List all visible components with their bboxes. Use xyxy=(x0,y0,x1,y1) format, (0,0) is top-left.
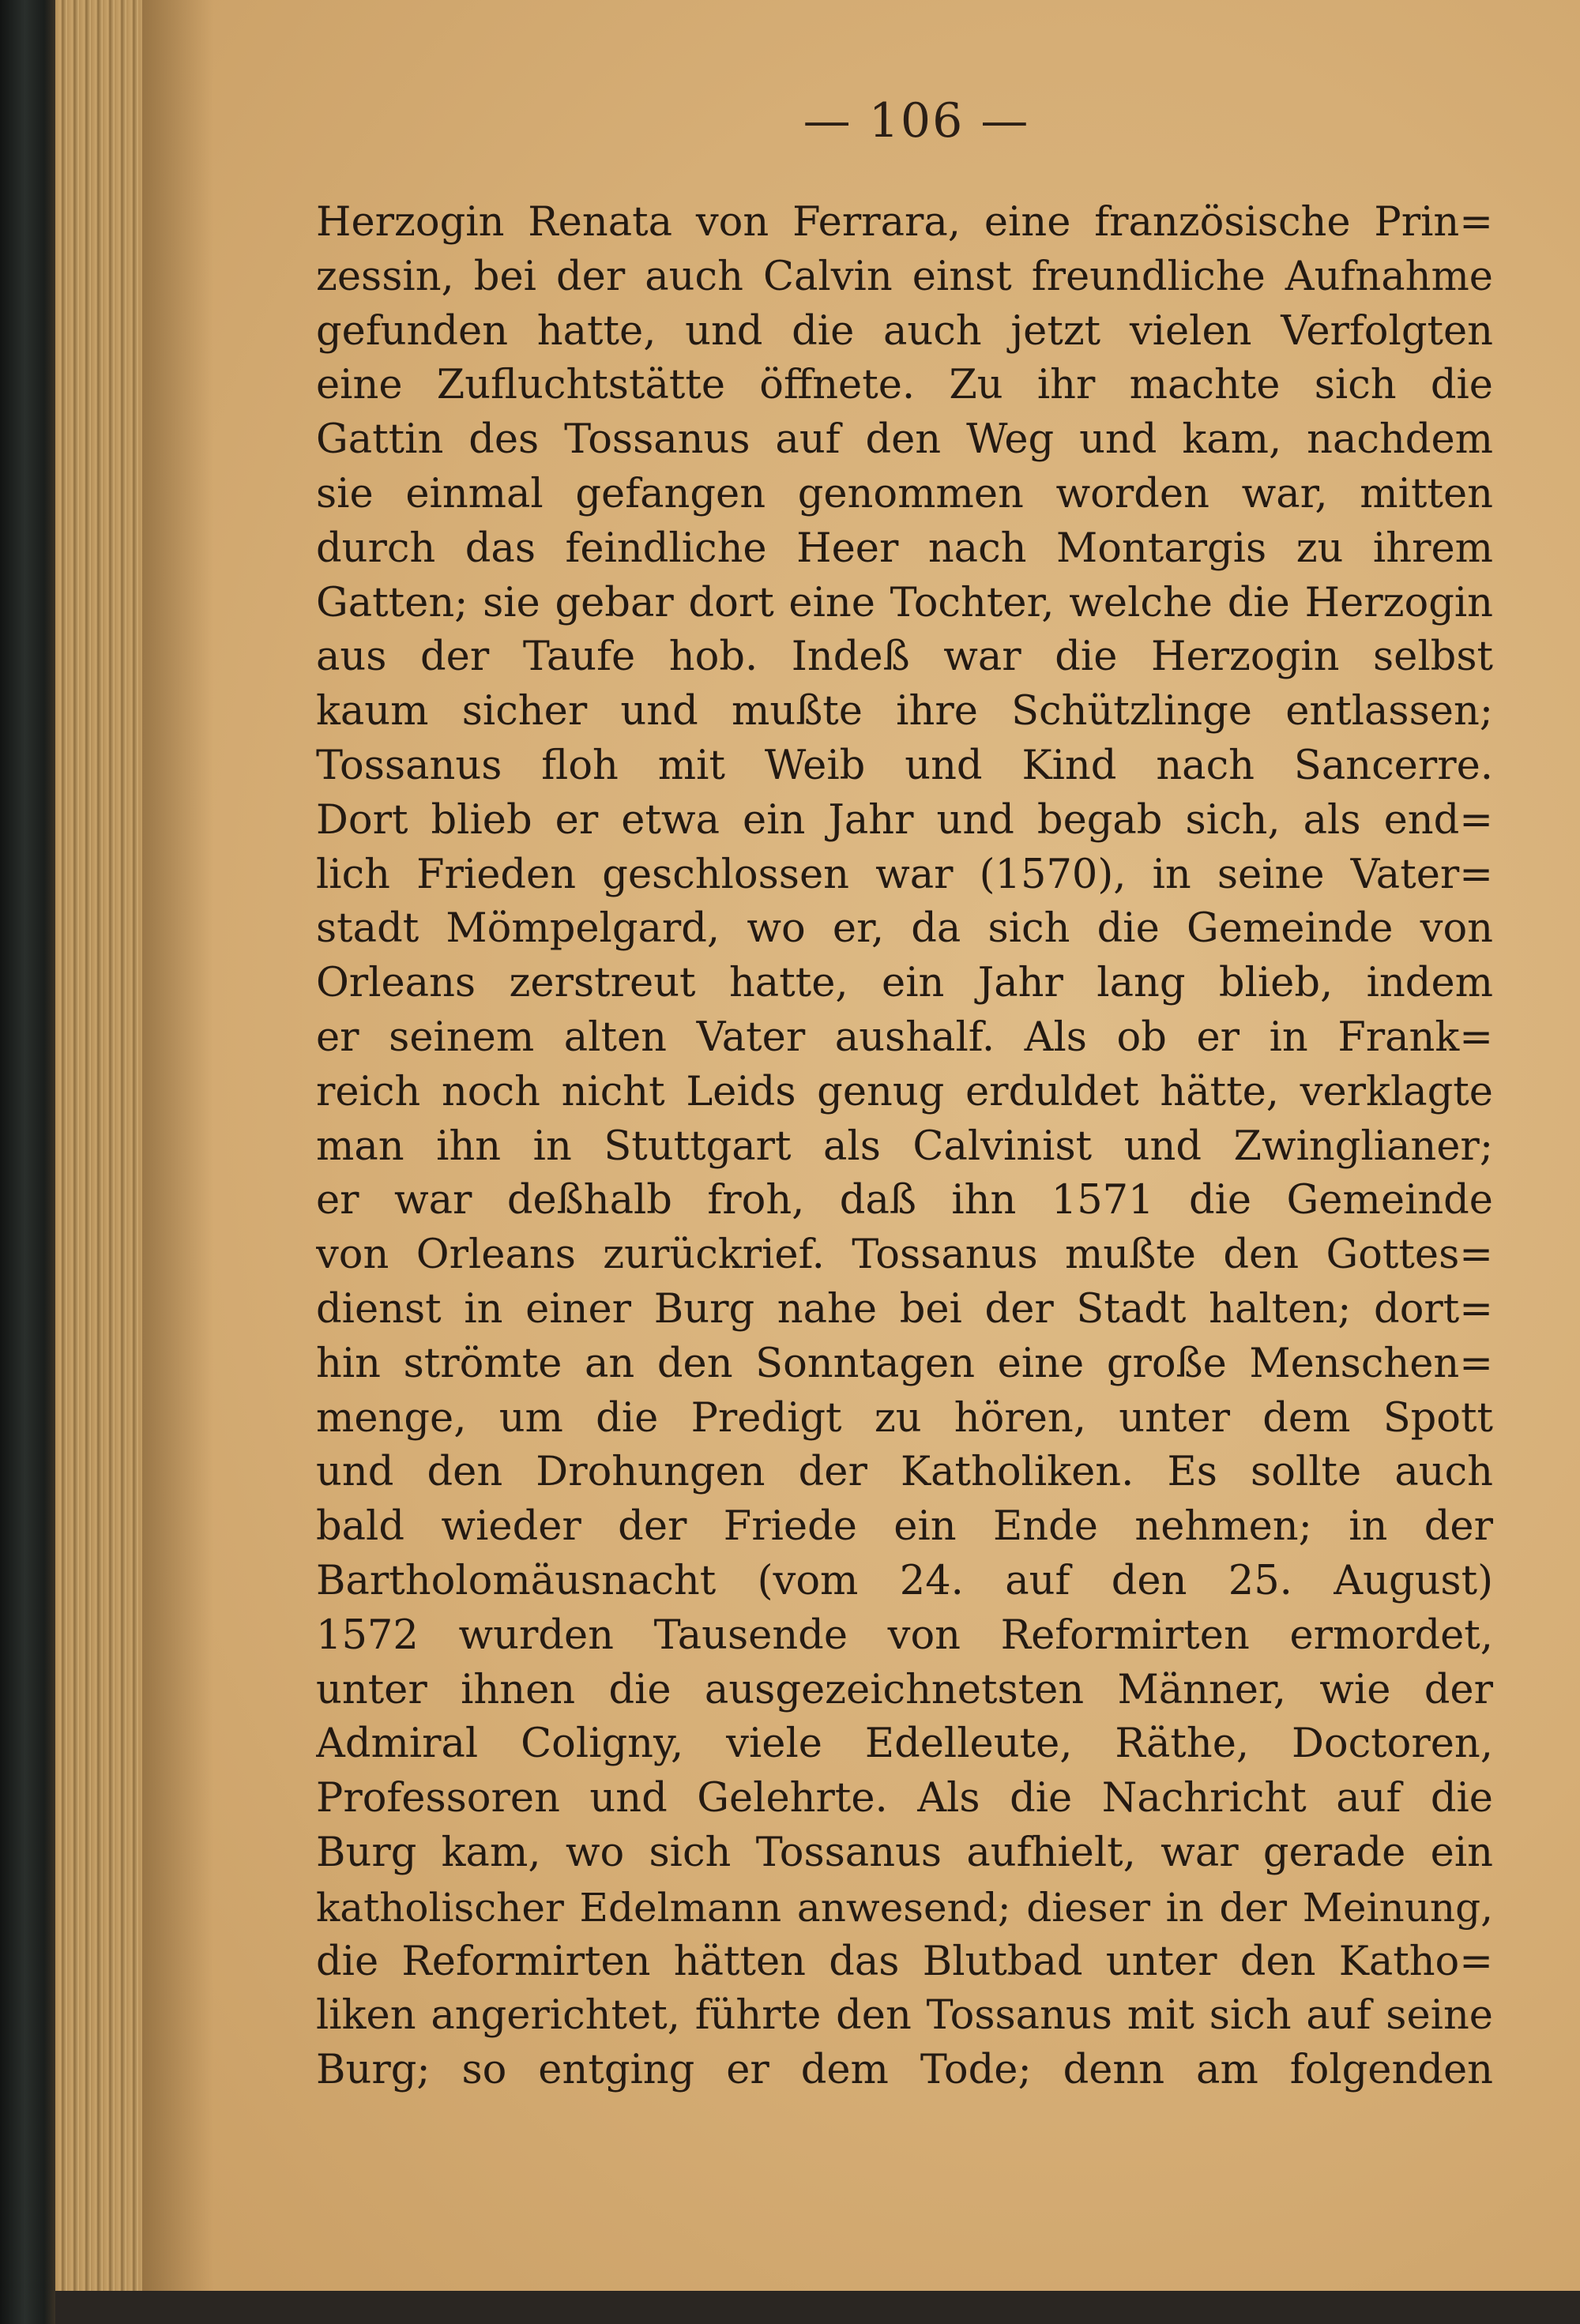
text-line: unter ihnen die ausgezeichnetsten Männer, wie der xyxy=(316,1666,1493,1713)
text-line: Gattin des Tossanus auf den Weg und kam, nachdem xyxy=(316,416,1493,464)
text-line: eine Zufluchtstätte öffnete. Zu ihr machte sich die xyxy=(316,362,1493,409)
text-line: Tossanus floh mit Weib und Kind nach Sancerre. xyxy=(316,742,1493,789)
text-line: Dort blieb er etwa ein Jahr und begab sich, als end= xyxy=(316,796,1493,844)
text-line: von Orleans zurückrief. Tossanus mußte den Gottes= xyxy=(316,1232,1493,1279)
text-line: Admiral Coligny, viele Edelleute, Räthe, Doctoren, xyxy=(316,1720,1493,1768)
text-line: er seinem alten Vater aushalf. Als ob er in Frank= xyxy=(316,1013,1493,1061)
text-line: katholischer Edelmann anwesend; dieser in der Meinung, xyxy=(316,1884,1493,1931)
text-line: durch das feindliche Heer nach Montargis zu ihrem xyxy=(316,525,1493,572)
text-line: dienst in einer Burg nahe bei der Stadt halten; dort= xyxy=(316,1285,1493,1333)
text-line: die Reformirten hätten das Blutbad unter den Katho= xyxy=(316,1938,1493,1985)
text-line: lich Frieden geschlossen war (1570), in seine Vater= xyxy=(316,851,1493,898)
text-line: Professoren und Gelehrte. Als die Nachricht auf die xyxy=(316,1775,1493,1822)
text-line: bald wieder der Friede ein Ende nehmen; in der xyxy=(316,1503,1493,1551)
page-number: — 106 — xyxy=(803,93,1030,149)
text-line: man ihn in Stuttgart als Calvinist und Zwinglianer; xyxy=(316,1123,1493,1170)
text-line: reich noch nicht Leids genug erduldet hätte, verklagte xyxy=(316,1068,1493,1115)
text-line: hin strömte an den Sonntagen eine große Menschen= xyxy=(316,1340,1493,1387)
book-binding xyxy=(0,0,55,2324)
text-line: 1572 wurden Tausende von Reformirten ermordet, xyxy=(316,1611,1493,1659)
text-line: menge, um die Predigt zu hören, unter dem Spott xyxy=(316,1394,1493,1442)
text-line: gefunden hatte, und die auch jetzt vielen Verfolgten xyxy=(316,307,1493,355)
body-text xyxy=(316,196,1493,2098)
text-line: liken angerichtet, führte den Tossanus mit sich auf seine xyxy=(316,1992,1493,2040)
text-line: Orleans zerstreut hatte, ein Jahr lang blieb, indem xyxy=(316,960,1493,1007)
page-bottom-edge xyxy=(55,2291,1580,2324)
text-line: Burg kam, wo sich Tossanus aufhielt, war gerade ein xyxy=(316,1829,1493,1876)
text-line: er war deßhalb froh, daß ihn 1571 die Gemeinde xyxy=(316,1177,1493,1224)
text-line: Gatten; sie gebar dort eine Tochter, welche die Herzogin xyxy=(316,579,1493,626)
text-line: Bartholomäusnacht (vom 24. auf den 25. August) xyxy=(316,1557,1493,1604)
text-line: kaum sicher und mußte ihre Schützlinge entlassen; xyxy=(316,688,1493,735)
text-line: und den Drohungen der Katholiken. Es sollte auch xyxy=(316,1449,1493,1496)
text-line: zessin, bei der auch Calvin einst freundliche Aufnahme xyxy=(316,253,1493,300)
text-line: Burg; so entging er dem Tode; denn am folgenden xyxy=(316,2047,1493,2094)
text-line: aus der Taufe hob. Indeß war die Herzogin selbst xyxy=(316,634,1493,681)
page-edges xyxy=(55,0,142,2291)
text-line: Herzogin Renata von Ferrara, eine französische Prin= xyxy=(316,199,1493,246)
text-line: sie einmal gefangen genommen worden war, mitten xyxy=(316,470,1493,517)
text-line: stadt Mömpelgard, wo er, da sich die Gemeinde von xyxy=(316,905,1493,953)
